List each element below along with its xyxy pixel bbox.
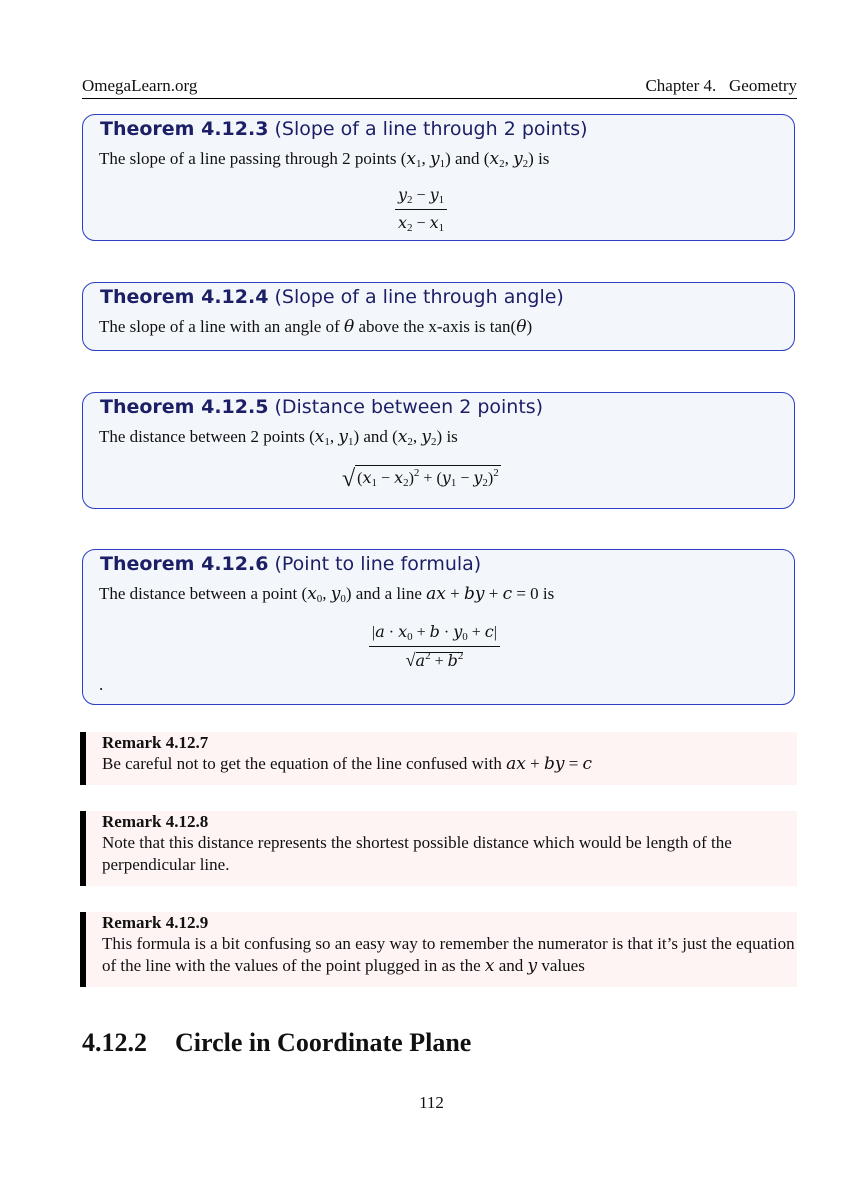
remark-text: Be careful not to get the equation of the line confused with: [102, 754, 502, 773]
remark-title: Remark 4.12.8: [102, 812, 209, 831]
header-chapter: Chapter 4. Geometry: [645, 76, 797, 95]
theorem-statement: The slope of a line with an angle of θ above the x-axis is tan(θ): [99, 317, 533, 337]
slope-formula: $\frac{y_2 - y_1}{x_2 - x_1}$: [395, 185, 447, 234]
theorem-title: [100, 118, 588, 140]
page-header: [82, 74, 797, 99]
point-line-formula: $\frac{|a \cdot x_0 + b \cdot y_0 + c|}{√a^2 + b^2}$: [369, 622, 500, 671]
theorem-title: [100, 286, 564, 308]
theorem-text: The slope of a line with an angle of: [99, 317, 340, 336]
theorem-name: (Point to line formula): [274, 553, 482, 575]
theorem-box-4-12-6: [82, 549, 795, 705]
theorem-box-4-12-5: [82, 392, 795, 509]
section-title: Circle in Coordinate Plane: [175, 1028, 472, 1057]
theorem-statement: The slope of a line passing through 2 points ($x_1$, $y_1$) and ($x_2$, $y_2$) is: [99, 149, 550, 170]
theorem-box-4-12-3: [82, 114, 795, 241]
theorem-name: (Distance between 2 points): [274, 396, 544, 418]
remark-body: Note that this distance represents the shortest possible distance which would be length of the perpendicular line.: [102, 833, 732, 874]
remark-title: Remark 4.12.7: [102, 733, 209, 752]
remark-title: Remark 4.12.9: [102, 913, 209, 932]
theorem-label: Theorem 4.12.4: [100, 286, 269, 308]
remark-4-12-9: [80, 912, 797, 987]
theorem-name: (Slope of a line through 2 points): [274, 118, 588, 140]
remark-4-12-7: [80, 732, 797, 785]
remark-4-12-8: [80, 811, 797, 886]
remark-body: This formula is a bit confusing so an easy way to remember the numerator is that it’s just the equation of the line with the values of the point plugged in as the x and y values: [102, 934, 795, 976]
theorem-text: The slope of a line passing through 2 points: [99, 149, 397, 168]
period-mark: .: [99, 675, 104, 694]
theorem-text: The distance between 2 points: [99, 427, 305, 446]
section-number: 4.12.2: [82, 1028, 147, 1057]
distance-formula: √ $(x_1 - x_2)^2 + (y_1 - y_2)^2$: [342, 466, 499, 492]
remark-text: This formula is a bit confusing so an easy way to remember the numerator is that it’s just the equation of the line with the values of the point plugged in as the: [102, 934, 795, 975]
theorem-statement: The distance between 2 points ($x_1$, $y_1$) and ($x_2$, $y_2$) is: [99, 427, 458, 448]
theorem-box-4-12-4: [82, 282, 795, 351]
page-number: 112: [419, 1093, 444, 1112]
theorem-name: (Slope of a line through angle): [274, 286, 564, 308]
remark-body: Be careful not to get the equation of the line confused with ax + by = c: [102, 754, 593, 774]
theorem-label: Theorem 4.12.3: [100, 118, 269, 140]
theorem-title: [100, 396, 543, 418]
theorem-text: The distance between a point: [99, 584, 298, 603]
section-heading: [82, 1028, 471, 1058]
theorem-title: [100, 553, 481, 575]
theorem-label: Theorem 4.12.5: [100, 396, 269, 418]
theorem-label: Theorem 4.12.6: [100, 553, 269, 575]
theorem-statement: The distance between a point ($x_0$, $y_0$) and a line ax + by + c = 0 is: [99, 584, 555, 605]
header-site: OmegaLearn.org: [82, 76, 198, 95]
